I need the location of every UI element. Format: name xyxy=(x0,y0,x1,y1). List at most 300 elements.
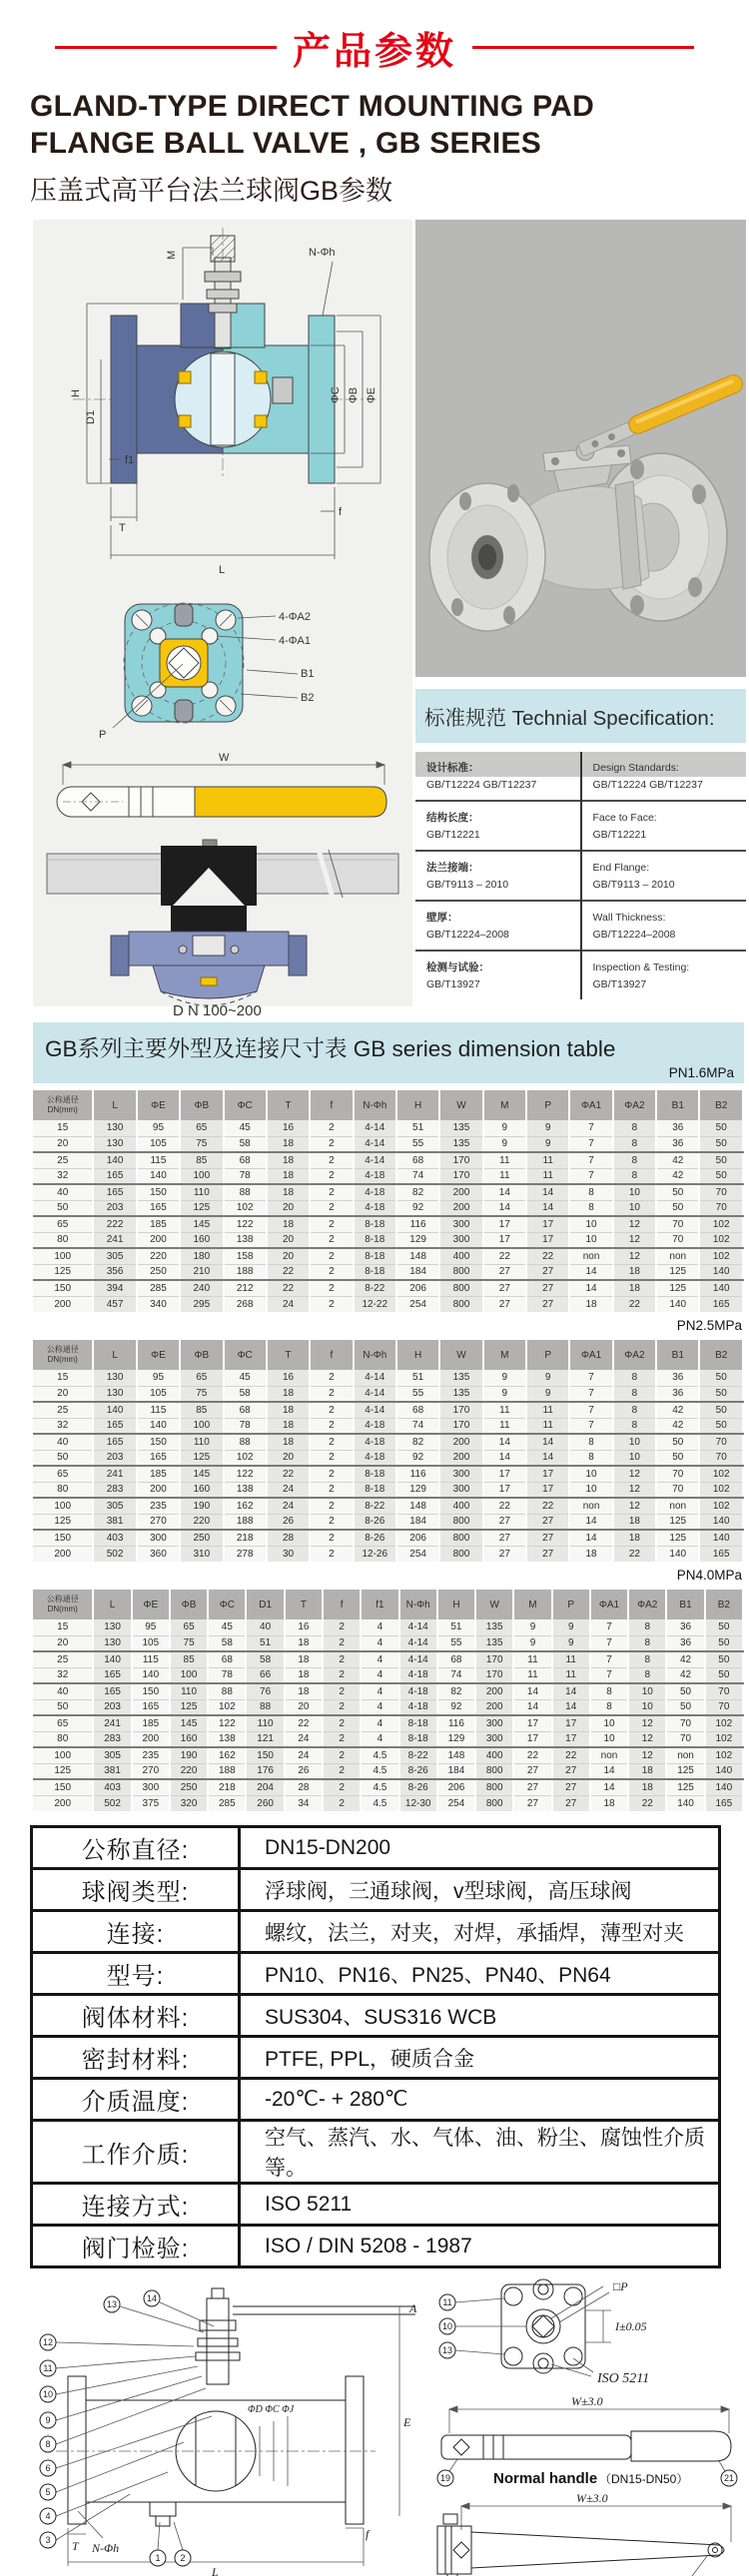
dim-cell: 165 xyxy=(93,1434,136,1450)
dim-cell: 2 xyxy=(310,1216,353,1232)
dim-cell: 8 xyxy=(628,1667,666,1683)
dim-cell: 22 xyxy=(285,1715,323,1731)
dim-cell: 88 xyxy=(224,1434,267,1450)
dim-cell: 381 xyxy=(93,1763,131,1779)
dim-cell: 8 xyxy=(569,1184,612,1200)
dn-column-header: 公称通径 DN(mm) xyxy=(33,1090,93,1120)
dim-cell: 22 xyxy=(267,1264,310,1280)
handle-label-w: W xyxy=(219,752,230,765)
dim-cell: 300 xyxy=(439,1482,482,1498)
dim-cell: 254 xyxy=(396,1546,439,1562)
dim-cell: 165 xyxy=(93,1667,131,1683)
dim-cell: 2 xyxy=(323,1699,361,1715)
dim-cell: 100 xyxy=(170,1667,208,1683)
product-row xyxy=(32,1911,720,1953)
column-header: W xyxy=(439,1340,482,1370)
dim-cell: 2 xyxy=(323,1683,361,1699)
dim-cell: 165 xyxy=(132,1699,170,1715)
table-row xyxy=(33,1683,743,1699)
dim-cell: 7 xyxy=(590,1635,628,1651)
dim-cell: 260 xyxy=(246,1795,284,1811)
dim-cell: 8-18 xyxy=(354,1264,396,1280)
dim-cell: 8-26 xyxy=(354,1514,396,1530)
dim-cell: 800 xyxy=(439,1264,482,1280)
dim-cell: 10 xyxy=(628,1699,666,1715)
tech-spec-cn-value: GB/T9113 – 2010 xyxy=(415,877,581,901)
dimension-table xyxy=(33,1340,744,1562)
dim-cell: 27 xyxy=(483,1514,526,1530)
dim-cell: 130 xyxy=(93,1136,136,1152)
dim-cell: 58 xyxy=(246,1651,284,1667)
dim-cell: 58 xyxy=(224,1386,267,1402)
dim-cell: 88 xyxy=(246,1699,284,1715)
dim-cell: 12 xyxy=(613,1216,656,1232)
dim-cell: 116 xyxy=(396,1216,439,1232)
dim-cell: 140 xyxy=(699,1530,743,1546)
dim-cell: 11 xyxy=(483,1152,526,1168)
dim-cell: 70 xyxy=(656,1482,699,1498)
dim-cell: 2 xyxy=(310,1120,353,1136)
table-row xyxy=(33,1296,743,1312)
dim-cell: 102 xyxy=(208,1699,246,1715)
dim-cell: 27 xyxy=(483,1280,526,1296)
dim-cell: 102 xyxy=(224,1450,267,1466)
dim-cell: 22 xyxy=(613,1546,656,1562)
intro-block xyxy=(30,89,749,208)
product-row xyxy=(32,1869,720,1911)
dim-cell: 130 xyxy=(93,1370,136,1386)
dim-cell: 160 xyxy=(170,1731,208,1747)
dim-label-phi-e: ΦE xyxy=(366,387,377,404)
dim-cell: 200 xyxy=(439,1200,482,1216)
dim-cell: 14 xyxy=(513,1683,551,1699)
dim-cell: 218 xyxy=(224,1530,267,1546)
dim-cell: 24 xyxy=(285,1747,323,1763)
dim-cell: 30 xyxy=(267,1546,310,1562)
actuator-caption: D N 100~200 xyxy=(173,1002,262,1020)
dim-cell: 82 xyxy=(396,1184,439,1200)
dim-cell: 20 xyxy=(267,1200,310,1216)
dim-cell: 102 xyxy=(699,1466,743,1482)
tech-spec-en-label: Face to Face: xyxy=(581,801,747,827)
table-row xyxy=(33,1498,743,1514)
dim-cell: 7 xyxy=(569,1168,612,1184)
dim-cell: 360 xyxy=(137,1546,180,1562)
dim-cell: 138 xyxy=(208,1731,246,1747)
normal-handle-drawing xyxy=(431,2393,745,2487)
table-row xyxy=(33,1386,743,1402)
dim-cell: 11 xyxy=(552,1651,590,1667)
dim-cell: 200 xyxy=(439,1434,482,1450)
product-row-label: 介质温度: xyxy=(32,2079,240,2121)
dim-cell: 140 xyxy=(93,1152,136,1168)
dim-cell: 7 xyxy=(590,1619,628,1635)
casting-handle-drawing xyxy=(431,2492,745,2576)
dim-cell: 8 xyxy=(569,1200,612,1216)
dim-cell: 7 xyxy=(590,1667,628,1683)
dim-cell: 95 xyxy=(137,1370,180,1386)
dim-cell: 9 xyxy=(483,1136,526,1152)
dim-cell: 4-18 xyxy=(354,1434,396,1450)
dim-cell: 7 xyxy=(569,1370,612,1386)
dim-cell: 92 xyxy=(437,1699,475,1715)
tech-spec-cn-value: GB/T13927 xyxy=(415,976,581,999)
dim-cell: 200 xyxy=(33,1795,93,1811)
dim-label-d1: D1 xyxy=(85,410,97,425)
dim-cell: 8 xyxy=(590,1683,628,1699)
dim-cell: 50 xyxy=(33,1200,93,1216)
dim-cell: 165 xyxy=(93,1418,136,1434)
dim-cell: 36 xyxy=(656,1386,699,1402)
product-row-value: ISO 5211 xyxy=(240,2184,720,2226)
dim-cell: 250 xyxy=(170,1779,208,1795)
dim-cell: 2 xyxy=(323,1779,361,1795)
tech-spec-value-row xyxy=(415,777,746,801)
dim-cell: 78 xyxy=(208,1667,246,1683)
dim-cell: 50 xyxy=(699,1136,743,1152)
dim-cell: 8 xyxy=(628,1651,666,1667)
dim-cell: 2 xyxy=(310,1280,353,1296)
dim-cell: 110 xyxy=(170,1683,208,1699)
column-header: ΦC xyxy=(208,1590,246,1619)
dim-cell: 9 xyxy=(552,1619,590,1635)
dim-cell: 16 xyxy=(267,1370,310,1386)
dim-cell: 140 xyxy=(93,1651,131,1667)
dim-cell: 270 xyxy=(132,1763,170,1779)
dim-cell: 12 xyxy=(628,1731,666,1747)
product-row-value: 浮球阀，三通球阀，v型球阀，高压球阀 xyxy=(240,1869,720,1911)
dimension-table-header-row xyxy=(33,1090,743,1120)
dim-cell: 36 xyxy=(656,1136,699,1152)
dim-cell: 17 xyxy=(526,1232,569,1248)
column-header: H xyxy=(396,1090,439,1120)
column-header: ΦE xyxy=(137,1090,180,1120)
dim-cell: 65 xyxy=(33,1466,93,1482)
dim-cell: 27 xyxy=(552,1779,590,1795)
column-header: M xyxy=(513,1590,551,1619)
column-header: N-Φh xyxy=(399,1590,437,1619)
dim-cell: 220 xyxy=(137,1248,180,1264)
dim-cell: 150 xyxy=(137,1434,180,1450)
dim-cell: 8 xyxy=(613,1152,656,1168)
column-header: ΦB xyxy=(180,1090,223,1120)
tech-spec-cn-value: GB/T12221 xyxy=(415,827,581,851)
dim-label-l: L xyxy=(219,564,226,577)
dim-cell: 70 xyxy=(666,1715,704,1731)
dim-cell: 2 xyxy=(310,1498,353,1514)
dim-cell: 22 xyxy=(526,1498,569,1514)
product-row-label: 连接方式: xyxy=(32,2184,240,2226)
dim-cell: 204 xyxy=(246,1779,284,1795)
dim-cell: 203 xyxy=(93,1699,131,1715)
dim-cell: 4-18 xyxy=(399,1683,437,1699)
dim-cell: 22 xyxy=(483,1248,526,1264)
dim-cell: 2 xyxy=(310,1402,353,1418)
column-header: f xyxy=(310,1090,353,1120)
table-row xyxy=(33,1402,743,1418)
dim-cell: 27 xyxy=(513,1795,551,1811)
dim-cell: 800 xyxy=(439,1546,482,1562)
dim-cell: 310 xyxy=(180,1546,223,1562)
dim-label-t: T xyxy=(119,522,126,535)
column-header: B2 xyxy=(699,1340,743,1370)
table-row xyxy=(33,1546,743,1562)
dim-cell: 285 xyxy=(137,1280,180,1296)
dim-cell: 14 xyxy=(526,1200,569,1216)
pad-label-4-phi-a2: 4-ΦA2 xyxy=(279,611,312,624)
normal-handle-callout-19: 19 xyxy=(439,2473,451,2484)
dim-cell: 295 xyxy=(180,1296,223,1312)
dim-cell: 65 xyxy=(180,1120,223,1136)
dim-cell: 12 xyxy=(628,1715,666,1731)
dim-cell: 200 xyxy=(132,1731,170,1747)
dim-cell: 18 xyxy=(267,1184,310,1200)
dim-cell: 70 xyxy=(705,1699,743,1715)
dim-cell: 125 xyxy=(33,1264,93,1280)
dim-cell: 129 xyxy=(396,1482,439,1498)
product-row-value: PN10、PN16、PN25、PN40、PN64 xyxy=(240,1953,720,1995)
product-row xyxy=(32,2226,720,2267)
dim-cell: 68 xyxy=(437,1651,475,1667)
column-header: f xyxy=(310,1340,353,1370)
dim-cell: 18 xyxy=(285,1667,323,1683)
dim-cell: 10 xyxy=(613,1184,656,1200)
right-column xyxy=(415,220,746,1006)
dim-cell: 140 xyxy=(699,1280,743,1296)
product-row-label: 公称直径: xyxy=(32,1827,240,1869)
tech-spec-cn-label: 结构长度： xyxy=(415,801,581,827)
dim-cell: 8-18 xyxy=(354,1482,396,1498)
dim-cell: 9 xyxy=(483,1386,526,1402)
dim-cell: 27 xyxy=(526,1280,569,1296)
dim-cell: 10 xyxy=(613,1200,656,1216)
dim-cell: 70 xyxy=(699,1200,743,1216)
dim-cell: 10 xyxy=(569,1482,612,1498)
dim-cell: 8-18 xyxy=(354,1466,396,1482)
pad-label-b1: B1 xyxy=(301,668,315,681)
dim-cell: 115 xyxy=(137,1152,180,1168)
dim-cell: 70 xyxy=(699,1184,743,1200)
tech-spec-en-label: Inspection & Testing: xyxy=(581,951,747,976)
dim-cell: 18 xyxy=(267,1136,310,1152)
dim-cell: 88 xyxy=(208,1683,246,1699)
dim-cell: 150 xyxy=(33,1280,93,1296)
dim-cell: 184 xyxy=(437,1763,475,1779)
dim-cell: 20 xyxy=(267,1450,310,1466)
iso5211-label: ISO 5211 xyxy=(597,2371,650,2387)
normal-handle-range: （DN15-DN50） xyxy=(599,2472,689,2487)
dim-cell: 129 xyxy=(396,1232,439,1248)
dim-cell: 4.5 xyxy=(361,1747,398,1763)
dim-cell: 8 xyxy=(613,1418,656,1434)
table-row xyxy=(33,1168,743,1184)
column-header: ΦA1 xyxy=(569,1340,612,1370)
table-row xyxy=(33,1514,743,1530)
dim-cell: 170 xyxy=(439,1168,482,1184)
dim-cell: 140 xyxy=(137,1168,180,1184)
dim-cell: 212 xyxy=(224,1280,267,1296)
dim-cell: 10 xyxy=(569,1232,612,1248)
dim-cell: 55 xyxy=(396,1386,439,1402)
dim-cell: 50 xyxy=(705,1635,743,1651)
dim-cell: 11 xyxy=(526,1152,569,1168)
dim-cell: 162 xyxy=(208,1747,246,1763)
dim-cell: 125 xyxy=(180,1450,223,1466)
product-row xyxy=(32,2079,720,2121)
dim-cell: 320 xyxy=(170,1795,208,1811)
pad-label-4-phi-a1: 4-ΦA1 xyxy=(279,635,312,648)
dim-cell: 2 xyxy=(310,1232,353,1248)
dim-cell: 190 xyxy=(180,1498,223,1514)
dim-cell: 4.5 xyxy=(361,1779,398,1795)
dim-cell: 42 xyxy=(656,1402,699,1418)
dim-cell: 12 xyxy=(613,1248,656,1264)
dim-cell: 50 xyxy=(33,1699,93,1715)
dim-cell: 8 xyxy=(590,1699,628,1715)
dim-cell: 15 xyxy=(33,1370,93,1386)
column-header: ΦA1 xyxy=(590,1590,628,1619)
product-attribute-table xyxy=(30,1825,721,2268)
dim-cell: 18 xyxy=(628,1763,666,1779)
dim-cell: 125 xyxy=(33,1763,93,1779)
column-header: M xyxy=(483,1090,526,1120)
dim-cell: 148 xyxy=(437,1747,475,1763)
dim-cell: 12-26 xyxy=(354,1546,396,1562)
column-header: f xyxy=(323,1590,361,1619)
dim-cell: 4-14 xyxy=(354,1402,396,1418)
dim-cell: 300 xyxy=(475,1731,513,1747)
dim-cell: 102 xyxy=(699,1482,743,1498)
dim-cell: 27 xyxy=(526,1530,569,1546)
dim-cell: 18 xyxy=(267,1168,310,1184)
dim-cell: 40 xyxy=(33,1184,93,1200)
dim-cell: 9 xyxy=(526,1136,569,1152)
dim-cell: 105 xyxy=(137,1386,180,1402)
dim-cell: 2 xyxy=(310,1530,353,1546)
pressure-label: PN4.0MPa xyxy=(676,1568,742,1584)
callout-13: 13 xyxy=(106,2299,118,2310)
dim-cell: 102 xyxy=(705,1715,743,1731)
table-row xyxy=(33,1779,743,1795)
product-row-value: 螺纹，法兰，对夹，对焊，承插焊，薄型对夹 xyxy=(240,1911,720,1953)
dim-cell: 220 xyxy=(180,1514,223,1530)
dim-cell: 184 xyxy=(396,1514,439,1530)
table-row xyxy=(33,1530,743,1546)
dim-cell: 8-18 xyxy=(399,1715,437,1731)
dim-cell: 68 xyxy=(208,1651,246,1667)
dim-cell: 100 xyxy=(33,1747,93,1763)
product-row-value: DN15-DN200 xyxy=(240,1827,720,1869)
dim-cell: 27 xyxy=(552,1795,590,1811)
tech-spec-label-row xyxy=(415,951,746,976)
dim-cell: 9 xyxy=(552,1635,590,1651)
dim-cell: 145 xyxy=(180,1466,223,1482)
dim-cell: 10 xyxy=(569,1216,612,1232)
column-header: ΦB xyxy=(170,1590,208,1619)
dim-cell: 800 xyxy=(439,1280,482,1296)
dim-cell: 70 xyxy=(699,1450,743,1466)
dim-cell: 17 xyxy=(526,1482,569,1498)
dim-cell: 100 xyxy=(180,1168,223,1184)
dim-cell: 15 xyxy=(33,1619,93,1635)
callout-5: 5 xyxy=(45,2487,51,2498)
dim-cell: 206 xyxy=(396,1280,439,1296)
dim-cell: 125 xyxy=(666,1779,704,1795)
dn-column-header: 公称通径 DN(mm) xyxy=(33,1340,93,1370)
dim-cell: 300 xyxy=(475,1715,513,1731)
pad-tolerance-label: I±0.05 xyxy=(615,2319,647,2334)
dim-cell: 40 xyxy=(246,1619,284,1635)
dim-cell: 8 xyxy=(613,1370,656,1386)
dim-cell: 254 xyxy=(396,1296,439,1312)
dim-cell: 200 xyxy=(33,1546,93,1562)
dim-cell: 70 xyxy=(656,1232,699,1248)
pad-callout-13: 13 xyxy=(441,2345,453,2356)
dim-cell: 800 xyxy=(475,1763,513,1779)
dim-cell: 140 xyxy=(705,1763,743,1779)
dim-cell: 51 xyxy=(396,1120,439,1136)
dim-cell: 100 xyxy=(33,1248,93,1264)
dim-cell: 158 xyxy=(224,1248,267,1264)
dim-cell: 185 xyxy=(132,1715,170,1731)
dim-cell: 76 xyxy=(246,1683,284,1699)
dim-cell: 188 xyxy=(224,1514,267,1530)
table-row xyxy=(33,1651,743,1667)
pressure-label: PN2.5MPa xyxy=(676,1318,742,1334)
dim-cell: 185 xyxy=(137,1466,180,1482)
dim-cell: 18 xyxy=(613,1280,656,1296)
dim-cell: 70 xyxy=(699,1434,743,1450)
callout-9: 9 xyxy=(45,2415,51,2426)
dim-cell: 11 xyxy=(552,1667,590,1683)
dim-cell: 55 xyxy=(437,1635,475,1651)
dim-cell: 800 xyxy=(439,1514,482,1530)
tech-spec-en-value: GB/T12224 GB/T12237 xyxy=(592,779,703,792)
column-header: B1 xyxy=(656,1340,699,1370)
dim-cell: 20 xyxy=(33,1136,93,1152)
dim-cell: 18 xyxy=(267,1418,310,1434)
dim-cell: 9 xyxy=(483,1120,526,1136)
dim-cell: 115 xyxy=(137,1402,180,1418)
dim-cell: 165 xyxy=(137,1450,180,1466)
table-row xyxy=(33,1635,743,1651)
dim-cell: 22 xyxy=(613,1296,656,1312)
dim-cell: 2 xyxy=(310,1466,353,1482)
dim-cell: 4-14 xyxy=(354,1152,396,1168)
dim-cell: 2 xyxy=(323,1715,361,1731)
dim-cell: 110 xyxy=(180,1434,223,1450)
dim-cell: 10 xyxy=(590,1715,628,1731)
dim-cell: 27 xyxy=(483,1530,526,1546)
dim-cell: 27 xyxy=(526,1514,569,1530)
dim-cell: 250 xyxy=(137,1264,180,1280)
dim-cell: non xyxy=(666,1747,704,1763)
tech-spec-cn-label: 检测与试验： xyxy=(415,951,581,976)
dim-cell: 2 xyxy=(323,1619,361,1635)
dim-cell: 85 xyxy=(180,1152,223,1168)
dim-cell: 8-18 xyxy=(354,1232,396,1248)
dim-cell: 4-18 xyxy=(399,1699,437,1715)
dim-cell: 51 xyxy=(437,1619,475,1635)
dim-cell: 4 xyxy=(361,1699,398,1715)
dim-cell: 27 xyxy=(483,1264,526,1280)
dim-cell: 145 xyxy=(170,1715,208,1731)
dim-cell: 2 xyxy=(323,1747,361,1763)
dim-cell: 150 xyxy=(132,1683,170,1699)
dim-cell: 14 xyxy=(483,1434,526,1450)
dim-cell: 10 xyxy=(569,1466,612,1482)
dim-cell: 27 xyxy=(526,1296,569,1312)
